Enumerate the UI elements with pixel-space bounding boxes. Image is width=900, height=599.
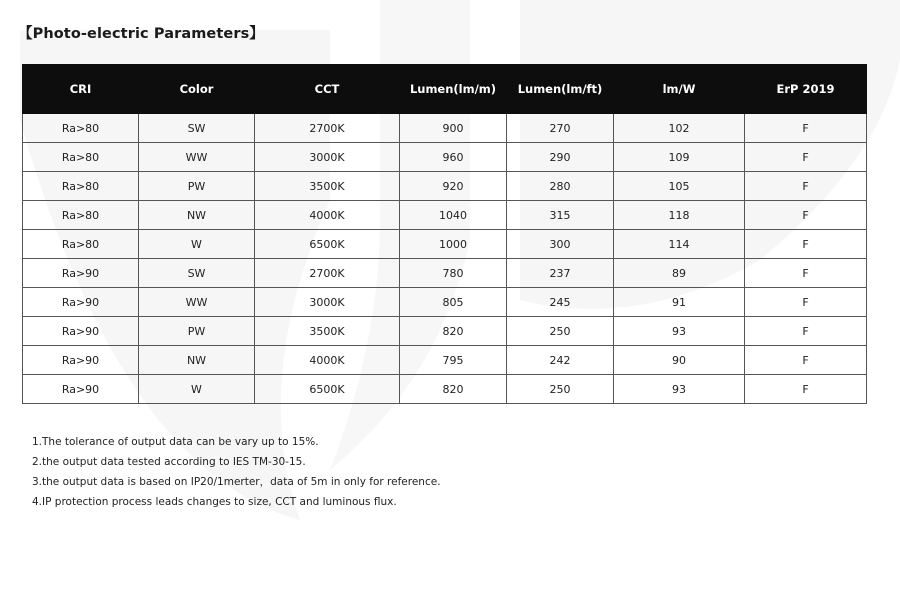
table-row (23, 259, 867, 288)
lumen-m-cell: 820 (400, 317, 507, 346)
column-header-cri: CRI (23, 65, 139, 114)
color-cell: W (139, 375, 255, 404)
lumen-ft-cell: 315 (507, 201, 614, 230)
lumen-m-cell: 920 (400, 172, 507, 201)
table-row (23, 317, 867, 346)
color-cell: NW (139, 201, 255, 230)
efficacy-cell: 90 (614, 346, 745, 375)
lumen-m-cell: 900 (400, 114, 507, 143)
cct-cell: 3500K (255, 317, 400, 346)
cri-cell: Ra>80 (23, 143, 139, 172)
column-header-cct: CCT (255, 65, 400, 114)
color-cell: PW (139, 172, 255, 201)
lumen-ft-cell: 270 (507, 114, 614, 143)
erp-cell: F (745, 172, 867, 201)
table-row (23, 201, 867, 230)
table-row (23, 143, 867, 172)
cri-cell: Ra>90 (23, 346, 139, 375)
efficacy-cell: 118 (614, 201, 745, 230)
cri-cell: Ra>90 (23, 375, 139, 404)
cri-cell: Ra>90 (23, 317, 139, 346)
table-row (23, 114, 867, 143)
cct-cell: 2700K (255, 114, 400, 143)
lumen-ft-cell: 280 (507, 172, 614, 201)
cct-cell: 3000K (255, 288, 400, 317)
cri-cell: Ra>90 (23, 288, 139, 317)
efficacy-cell: 89 (614, 259, 745, 288)
table-row (23, 288, 867, 317)
lumen-ft-cell: 300 (507, 230, 614, 259)
color-cell: PW (139, 317, 255, 346)
footnote: 1.The tolerance of output data can be vary up to 15%. (32, 436, 319, 448)
cct-cell: 6500K (255, 230, 400, 259)
erp-cell: F (745, 114, 867, 143)
cri-cell: Ra>80 (23, 230, 139, 259)
cct-cell: 2700K (255, 259, 400, 288)
lumen-m-cell: 960 (400, 143, 507, 172)
color-cell: WW (139, 143, 255, 172)
lumen-ft-cell: 242 (507, 346, 614, 375)
table-row (23, 375, 867, 404)
column-header-lumen-per-m: Lumen(lm/m) (400, 65, 507, 114)
erp-cell: F (745, 143, 867, 172)
efficacy-cell: 105 (614, 172, 745, 201)
erp-cell: F (745, 259, 867, 288)
table-row (23, 346, 867, 375)
cct-cell: 4000K (255, 346, 400, 375)
efficacy-cell: 93 (614, 375, 745, 404)
cct-cell: 3500K (255, 172, 400, 201)
lumen-m-cell: 780 (400, 259, 507, 288)
color-cell: W (139, 230, 255, 259)
cri-cell: Ra>80 (23, 172, 139, 201)
lumen-ft-cell: 250 (507, 375, 614, 404)
cri-cell: Ra>80 (23, 114, 139, 143)
erp-cell: F (745, 288, 867, 317)
erp-cell: F (745, 375, 867, 404)
lumen-ft-cell: 237 (507, 259, 614, 288)
column-header-efficacy: lm/W (614, 65, 745, 114)
color-cell: WW (139, 288, 255, 317)
erp-cell: F (745, 346, 867, 375)
table-row (23, 172, 867, 201)
efficacy-cell: 102 (614, 114, 745, 143)
color-cell: SW (139, 114, 255, 143)
erp-cell: F (745, 201, 867, 230)
column-header-color: Color (139, 65, 255, 114)
table-row (23, 230, 867, 259)
efficacy-cell: 93 (614, 317, 745, 346)
lumen-m-cell: 1000 (400, 230, 507, 259)
erp-cell: F (745, 317, 867, 346)
cct-cell: 3000K (255, 143, 400, 172)
photo-electric-parameters-table (22, 64, 867, 404)
footnotes (32, 432, 441, 512)
cri-cell: Ra>90 (23, 259, 139, 288)
footnote: 4.IP protection process leads changes to size, CCT and luminous flux. (32, 496, 397, 508)
lumen-m-cell: 805 (400, 288, 507, 317)
cri-cell: Ra>80 (23, 201, 139, 230)
footnote: 2.the output data tested according to IES TM-30-15. (32, 456, 306, 468)
color-cell: SW (139, 259, 255, 288)
page-title: 【Photo-electric Parameters】 (18, 26, 264, 42)
column-header-erp: ErP 2019 (745, 65, 867, 114)
erp-cell: F (745, 230, 867, 259)
efficacy-cell: 114 (614, 230, 745, 259)
cct-cell: 6500K (255, 375, 400, 404)
column-header-lumen-per-ft: Lumen(lm/ft) (507, 65, 614, 114)
lumen-ft-cell: 245 (507, 288, 614, 317)
table-header-row (23, 65, 867, 114)
lumen-m-cell: 1040 (400, 201, 507, 230)
cct-cell: 4000K (255, 201, 400, 230)
footnote: 3.the output data is based on IP20/1merter，data of 5m in only for reference. (32, 476, 441, 488)
lumen-ft-cell: 250 (507, 317, 614, 346)
lumen-m-cell: 820 (400, 375, 507, 404)
efficacy-cell: 109 (614, 143, 745, 172)
lumen-ft-cell: 290 (507, 143, 614, 172)
efficacy-cell: 91 (614, 288, 745, 317)
color-cell: NW (139, 346, 255, 375)
lumen-m-cell: 795 (400, 346, 507, 375)
